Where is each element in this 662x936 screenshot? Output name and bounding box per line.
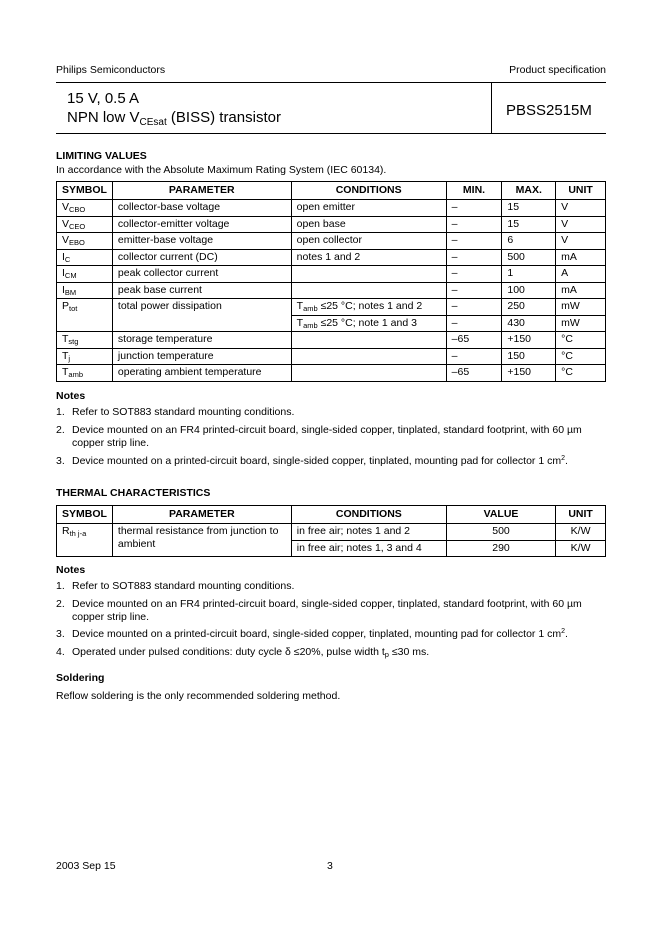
conditions-cell — [291, 348, 446, 365]
max-cell: +150 — [502, 332, 556, 349]
min-cell: – — [446, 266, 502, 283]
table-row — [57, 332, 606, 349]
table-row — [57, 249, 606, 266]
table-row — [57, 266, 606, 283]
conditions-cell — [291, 282, 446, 299]
conditions-cell: in free air; notes 1 and 2 — [291, 524, 446, 541]
conditions-cell: $T_{amb} \le 25$ °C; note 1 and 3 — [291, 315, 446, 332]
conditions-cell — [291, 332, 446, 349]
col-header: SYMBOL — [57, 182, 113, 200]
table-row — [57, 348, 606, 365]
col-header: UNIT — [556, 506, 606, 524]
note-item: 4. Operated under pulsed conditions: duty cycle δ ≤20%, pulse width $t_p \le 30$ ms. — [56, 646, 430, 659]
max-cell: 100 — [502, 282, 556, 299]
conditions-cell: notes 1 and 2 — [291, 249, 446, 266]
symbol-cell: $T_j$ — [57, 348, 113, 365]
unit-cell: mW — [556, 315, 606, 332]
document-type: Product specification — [509, 64, 606, 76]
conditions-cell: open emitter — [291, 200, 446, 217]
unit-cell: A — [556, 266, 606, 283]
parameter-cell: collector current (DC) — [112, 249, 291, 266]
limiting-values-table — [56, 181, 606, 382]
parameter-cell: peak base current — [112, 282, 291, 299]
header-rule-top — [56, 82, 606, 83]
col-header: CONDITIONS — [291, 182, 446, 200]
symbol-cell: $V_{CBO}$ — [57, 200, 113, 217]
symbol-cell: $R_{th j-a}$ — [57, 524, 113, 557]
max-cell: 1 — [502, 266, 556, 283]
min-cell: –65 — [446, 365, 502, 382]
parameter-cell: total power dissipation — [112, 299, 291, 332]
thermal-heading: THERMAL CHARACTERISTICS — [56, 487, 211, 499]
symbol-cell: $V_{EBO}$ — [57, 233, 113, 250]
symbol-cell: $I_{BM}$ — [57, 282, 113, 299]
limiting-values-intro: In accordance with the Absolute Maximum Rating System (IEC 60134). — [56, 164, 387, 176]
note-item: 3. Device mounted on a printed-circuit board, single-sided copper, tinplated, mounting pad for collector 1 $cm^2$. — [56, 455, 568, 467]
col-header: PARAMETER — [112, 182, 291, 200]
note-item: 1. Refer to SOT883 standard mounting conditions. — [56, 580, 295, 592]
max-cell: 430 — [502, 315, 556, 332]
value-cell: 500 — [446, 524, 555, 541]
col-header: SYMBOL — [57, 506, 113, 524]
unit-cell: V — [556, 233, 606, 250]
unit-cell: V — [556, 200, 606, 217]
thermal-table — [56, 505, 606, 557]
symbol-cell: $P_{tot}$ — [57, 299, 113, 332]
symbol-cell: $I_{CM}$ — [57, 266, 113, 283]
parameter-cell: collector-emitter voltage — [112, 216, 291, 233]
header-divider — [491, 83, 492, 133]
parameter-cell: operating ambient temperature — [112, 365, 291, 382]
conditions-cell: $T_{amb} \le 25$ °C; notes 1 and 2 — [291, 299, 446, 316]
value-cell: 290 — [446, 540, 555, 557]
unit-cell: K/W — [556, 540, 606, 557]
max-cell: 15 — [502, 200, 556, 217]
max-cell: 15 — [502, 216, 556, 233]
max-cell: 6 — [502, 233, 556, 250]
unit-cell: mA — [556, 249, 606, 266]
table-row — [57, 216, 606, 233]
parameter-cell: peak collector current — [112, 266, 291, 283]
col-header: UNIT — [556, 182, 606, 200]
notes-heading: Notes — [56, 564, 86, 576]
parameter-cell: junction temperature — [112, 348, 291, 365]
min-cell: – — [446, 282, 502, 299]
table-header-row — [57, 506, 606, 524]
note-item: 2. Device mounted on an FR4 printed-circuit board, single-sided copper, tinplated, standard footprint, with 60 µm copper strip line. — [56, 598, 582, 623]
header-rule-bottom — [56, 133, 606, 134]
title-line-2: NPN low $V_{CEsat}$ (BISS) transistor — [67, 109, 281, 128]
unit-cell: V — [556, 216, 606, 233]
max-cell: 250 — [502, 299, 556, 316]
col-header: PARAMETER — [112, 506, 291, 524]
part-number: PBSS2515M — [506, 102, 592, 119]
max-cell: +150 — [502, 365, 556, 382]
soldering-heading: Soldering — [56, 672, 105, 684]
notes-heading: Notes — [56, 390, 86, 402]
conditions-cell — [291, 365, 446, 382]
table-row — [57, 299, 606, 316]
min-cell: – — [446, 315, 502, 332]
parameter-cell: thermal resistance from junction to ambient — [112, 524, 291, 557]
min-cell: – — [446, 348, 502, 365]
table-row — [57, 524, 606, 541]
conditions-cell: open collector — [291, 233, 446, 250]
soldering-text: Reflow soldering is the only recommended soldering method. — [56, 690, 341, 702]
document-title — [67, 89, 281, 127]
max-cell: 500 — [502, 249, 556, 266]
table-row — [57, 365, 606, 382]
unit-cell: °C — [556, 365, 606, 382]
symbol-cell: $V_{CEO}$ — [57, 216, 113, 233]
table-row — [57, 233, 606, 250]
limiting-values-heading: LIMITING VALUES — [56, 150, 147, 162]
symbol-cell: $T_{stg}$ — [57, 332, 113, 349]
page-number: 3 — [327, 860, 333, 872]
min-cell: –65 — [446, 332, 502, 349]
col-header: MIN. — [446, 182, 502, 200]
min-cell: – — [446, 200, 502, 217]
parameter-cell: emitter-base voltage — [112, 233, 291, 250]
note-item: 2. Device mounted on an FR4 printed-circuit board, single-sided copper, tinplated, standard footprint, with 60 µm copper strip line. — [56, 424, 582, 449]
unit-cell: °C — [556, 332, 606, 349]
col-header: MAX. — [502, 182, 556, 200]
min-cell: – — [446, 216, 502, 233]
note-item: 3. Device mounted on a printed-circuit board, single-sided copper, tinplated, mounting pad for collector 1 $cm^2$. — [56, 628, 568, 640]
table-row — [57, 282, 606, 299]
company-name: Philips Semiconductors — [56, 64, 166, 76]
footer-date: 2003 Sep 15 — [56, 860, 116, 872]
conditions-cell — [291, 266, 446, 283]
table-row — [57, 200, 606, 217]
min-cell: – — [446, 233, 502, 250]
min-cell: – — [446, 299, 502, 316]
parameter-cell: collector-base voltage — [112, 200, 291, 217]
unit-cell: mW — [556, 299, 606, 316]
title-line-1: 15 V, 0.5 A — [67, 90, 140, 107]
col-header: VALUE — [446, 506, 555, 524]
max-cell: 150 — [502, 348, 556, 365]
conditions-cell: open base — [291, 216, 446, 233]
unit-cell: °C — [556, 348, 606, 365]
table-header-row — [57, 182, 606, 200]
min-cell: – — [446, 249, 502, 266]
col-header: CONDITIONS — [291, 506, 446, 524]
unit-cell: K/W — [556, 524, 606, 541]
symbol-cell: $I_C$ — [57, 249, 113, 266]
conditions-cell: in free air; notes 1, 3 and 4 — [291, 540, 446, 557]
symbol-cell: $T_{amb}$ — [57, 365, 113, 382]
parameter-cell: storage temperature — [112, 332, 291, 349]
note-item: 1. Refer to SOT883 standard mounting conditions. — [56, 406, 295, 418]
unit-cell: mA — [556, 282, 606, 299]
